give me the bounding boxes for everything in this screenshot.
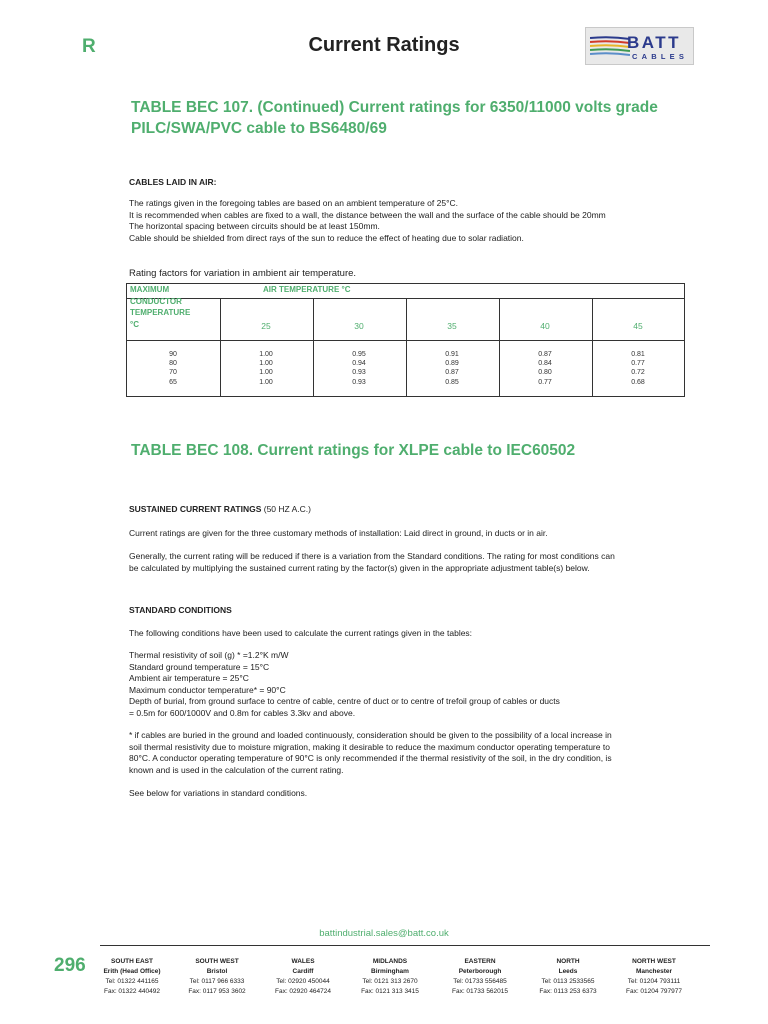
temp-column-header: 25 — [261, 321, 271, 331]
condition-line: Thermal resistivity of soil (g) * =1.2°K m/W — [129, 650, 289, 660]
table-cell: 0.81 — [631, 351, 645, 358]
table-cell: 0.80 — [538, 369, 552, 377]
temp-column-header: 40 — [540, 321, 550, 331]
table-cell: 1.00 — [259, 360, 273, 368]
office-tel: Tel: 02920 450044 — [276, 978, 330, 985]
factor-column-35 — [422, 350, 482, 387]
conditions-intro: The following conditions have been used to calculate the current ratings given in the tables: — [129, 628, 473, 638]
table-cell: 0.77 — [538, 378, 552, 386]
factor-column-30 — [329, 350, 389, 387]
header-line: TEMPERATURE — [130, 308, 191, 317]
office-tel: Tel: 0121 313 2670 — [362, 978, 418, 985]
cables-laid-label: CABLES LAID IN AIR: — [129, 177, 217, 187]
paragraph-line: Generally, the current rating will be reduced if there is a variation from the Standard conditions. The rating for most conditions can — [129, 551, 615, 561]
soil-resistivity-footnote — [129, 730, 689, 776]
table-col-divider — [313, 299, 314, 397]
table-cell: 0.87 — [538, 351, 552, 358]
office-region: SOUTH EAST — [111, 958, 153, 965]
office-north-west — [612, 957, 696, 997]
office-tel: Tel: 01322 441165 — [105, 978, 159, 985]
office-region: MIDLANDS — [372, 958, 408, 965]
factor-column-45 — [608, 350, 668, 387]
table-cell: 0.94 — [352, 360, 366, 368]
see-below-note: See below for variations in standard conditions. — [129, 788, 308, 798]
office-fax: Fax: 02920 464724 — [274, 988, 332, 995]
office-fax: Fax: 01204 797977 — [625, 988, 683, 995]
office-region: WALES — [291, 958, 315, 965]
rating-table-caption: Rating factors for variation in ambient air temperature. — [129, 268, 357, 279]
table-cell: 0.93 — [352, 378, 366, 386]
paragraph-line: be calculated by multiplying the sustained current rating by the factor(s) given in the appropriate adjustment table(s) below. — [129, 562, 590, 573]
table-cell: 0.93 — [352, 369, 366, 377]
office-region: SOUTH WEST — [195, 958, 239, 965]
bec107-heading: TABLE BEC 107. (Continued) Current ratings for 6350/11000 volts grade PILC/SWA/PVC cable to BS6480/69 — [131, 99, 658, 137]
table-cell: 0.87 — [445, 369, 459, 377]
office-tel: Tel: 01733 556485 — [453, 978, 507, 985]
header-line: MAXIMUM — [130, 285, 170, 294]
paragraph-line: Cable should be shielded from direct rays of the sun to reduce the effect of heating due to solar radiation. — [129, 232, 524, 243]
factor-column-40 — [515, 350, 575, 387]
table-cell: 1.00 — [259, 378, 273, 386]
table-col-divider — [220, 298, 221, 396]
office-wales — [261, 957, 345, 997]
header-line: CONDUCTOR — [130, 296, 182, 306]
cable-stripes-icon — [590, 34, 630, 58]
table-cell: 0.95 — [352, 351, 366, 358]
table-cell: 0.84 — [538, 360, 552, 368]
office-tel: Tel: 0113 2533565 — [541, 978, 595, 985]
table-cell: 0.85 — [445, 378, 459, 386]
standard-conditions-label: STANDARD CONDITIONS — [129, 605, 232, 615]
logo-word: BATT — [627, 33, 682, 52]
factor-column-25 — [236, 350, 296, 387]
paragraph-line: The ratings given in the foregoing tables are based on an ambient temperature of 25°C. — [129, 198, 458, 208]
office-city: Cardiff — [292, 968, 314, 975]
sales-email-link[interactable]: battindustrial.sales@batt.co.uk — [319, 928, 449, 939]
condition-line: = 0.5m for 600/1000V and 0.8m for cables 3.3kv and above. — [129, 707, 356, 718]
office-fax: Fax: 01322 440492 — [103, 988, 161, 995]
rating-factors-table — [126, 283, 685, 397]
office-tel: Tel: 01204 793111 — [627, 978, 681, 985]
max-conductor-header — [130, 284, 220, 330]
batt-cables-logo — [585, 27, 694, 65]
condition-line: Maximum conductor temperature* = 90°C — [129, 684, 286, 695]
table-cell: 70 — [169, 369, 177, 377]
footnote-line: 80°C. A conductor operating temperature of 90°C is only recommended if the thermal resistivity of the soil, in the dry condition, is — [129, 753, 612, 764]
header-line: °C — [130, 319, 139, 329]
table-col-divider — [406, 299, 407, 397]
installation-methods-text: Current ratings are given for the three customary methods of installation: Laid direct in ground, in ducts or in air. — [129, 528, 548, 538]
table-cell: 0.68 — [631, 378, 645, 386]
condition-line: Standard ground temperature = 15°C — [129, 661, 270, 672]
bec108-heading: TABLE BEC 108. Current ratings for XLPE cable to IEC60502 — [131, 442, 576, 459]
table-cell: 0.91 — [445, 351, 459, 358]
footer-divider — [100, 945, 710, 946]
temp-column-header: 30 — [354, 321, 364, 331]
office-fax: Fax: 0113 253 6373 — [539, 988, 597, 995]
table-cell: 90 — [169, 351, 177, 358]
office-city: Leeds — [558, 968, 578, 975]
sustained-ratings-label — [129, 504, 311, 514]
temp-column-header: 45 — [633, 321, 643, 331]
office-city: Peterborough — [458, 968, 502, 975]
office-tel: Tel: 0117 966 6333 — [189, 978, 245, 985]
sustained-ratings-frequency: (50 HZ A.C.) — [261, 504, 311, 514]
office-midlands — [348, 957, 432, 997]
office-fax: Fax: 0121 313 3415 — [361, 988, 419, 995]
section-letter: R — [82, 36, 96, 57]
paragraph-line: It is recommended when cables are fixed to a wall, the distance between the wall and the surface of the cable should be 20mm — [129, 209, 606, 220]
conductor-temp-column — [143, 350, 203, 387]
office-region: EASTERN — [464, 958, 496, 965]
table-col-divider — [592, 299, 593, 397]
table-cell: 0.77 — [631, 360, 645, 368]
table-cell: 1.00 — [259, 369, 273, 377]
table-cell: 80 — [169, 360, 177, 368]
paragraph-line: The horizontal spacing between circuits should be at least 150mm. — [129, 221, 380, 232]
office-region: NORTH WEST — [632, 958, 676, 965]
standard-conditions-list — [129, 650, 689, 720]
table-cell: 0.89 — [445, 360, 459, 368]
office-north — [526, 957, 610, 997]
office-fax: Fax: 01733 562015 — [451, 988, 509, 995]
sustained-ratings-title: SUSTAINED CURRENT RATINGS — [129, 504, 262, 514]
office-city: Birmingham — [371, 968, 409, 975]
variation-paragraph — [129, 551, 689, 574]
temp-column-header: 35 — [447, 321, 457, 331]
condition-line: Depth of burial, from ground surface to centre of cable, centre of duct or to centre of trefoil group of cables or ducts — [129, 696, 560, 707]
air-ratings-paragraph — [129, 198, 689, 244]
office-city: Manchester — [635, 968, 673, 975]
logo-subword: CABLES — [632, 52, 689, 61]
page-number: 296 — [54, 955, 86, 976]
air-temperature-header: AIR TEMPERATURE °C — [263, 285, 351, 294]
table-cell: 1.00 — [259, 351, 273, 358]
office-city: Bristol — [206, 968, 228, 975]
office-south-east — [90, 957, 174, 997]
footnote-line: known and is used in the calculation of the current rating. — [129, 764, 344, 775]
office-fax: Fax: 0117 953 3602 — [188, 988, 246, 995]
table-cell: 65 — [169, 378, 177, 386]
page-title: Current Ratings — [308, 34, 460, 56]
footnote-line: * if cables are buried in the ground and loaded continuously, consideration should be given to the possibility of a local increase in — [129, 730, 612, 740]
footnote-line: soil thermal resistivity due to moisture migration, making it desirable to reduce the maximum conductor operating temperature to — [129, 741, 610, 752]
office-region: NORTH — [556, 958, 580, 965]
office-south-west — [175, 957, 259, 997]
office-city: Erith (Head Office) — [103, 968, 161, 975]
office-eastern — [438, 957, 522, 997]
condition-line: Ambient air temperature = 25°C — [129, 673, 249, 684]
table-cell: 0.72 — [631, 369, 645, 377]
table-col-divider — [499, 299, 500, 397]
